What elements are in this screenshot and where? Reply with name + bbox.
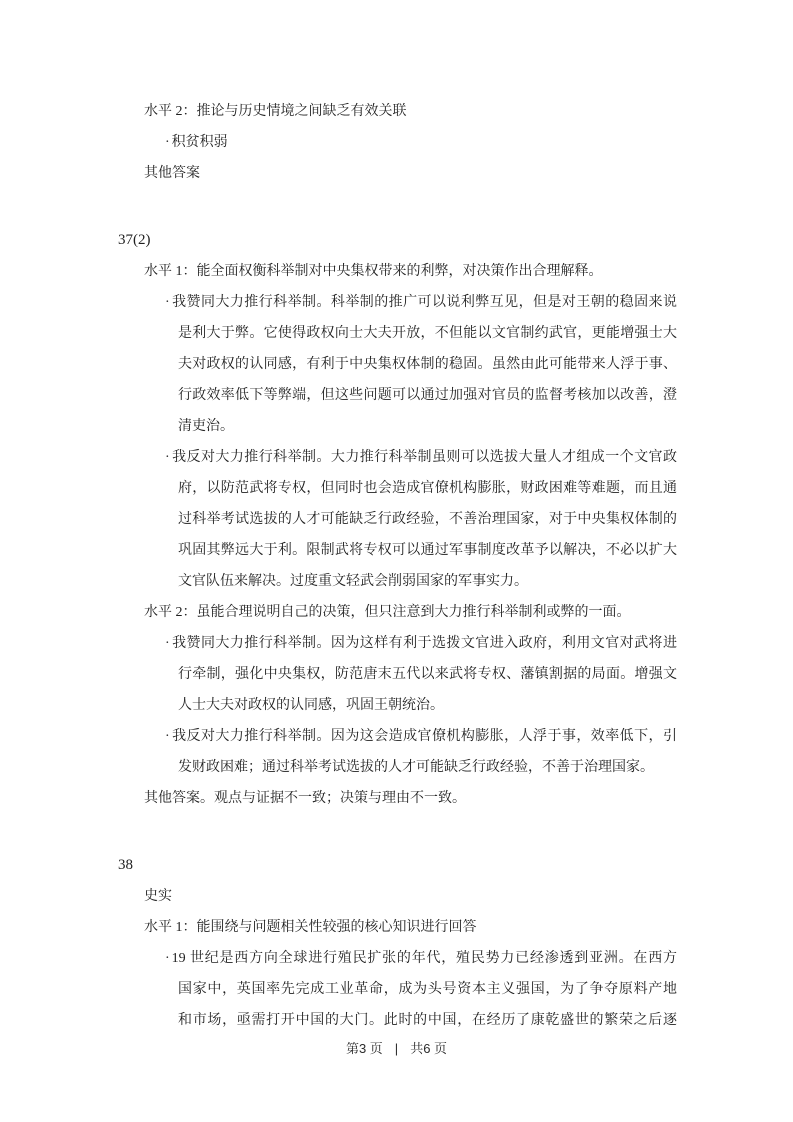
- section-heading: [118, 225, 677, 256]
- text-line: 水平 1：能全面权衡科举制对中央集权带来的利弊，对决策作出合理解释。: [144, 264, 603, 279]
- text-line: 我赞同大力推行科举制。科举制的推广可以说利弊互见，但是对王朝的稳固来说: [171, 295, 677, 310]
- section-number: 37(2): [118, 232, 151, 248]
- text-line: 我反对大力推行科举制。因为这会造成官僚机构膨胀，人浮于事，效率低下，引: [171, 729, 677, 744]
- section-number: 38: [118, 857, 133, 873]
- footer-separator: |: [394, 1041, 399, 1056]
- section-heading: [118, 850, 677, 881]
- text-line: 府，以防范武将专权，但同时也会造成官僚机构膨胀，财政困难等难题，而且通: [178, 481, 677, 496]
- bullet-paragraph: [118, 442, 677, 597]
- text-line: 水平 1：能围绕与问题相关性较强的核心知识进行回答: [144, 920, 477, 935]
- text-line: 水平 2：推论与历史情境之间缺乏有效关联: [144, 104, 407, 119]
- text-line: 行牵制，强化中央集权，防范唐末五代以来武将专权、藩镇割据的局面。增强文: [178, 667, 677, 682]
- text-line: 夫对政权的认同感，有利于中央集权体制的稳固。虽然由此可能带来人浮于事、: [178, 357, 677, 372]
- text-line: 是利大于弊。它使得政权向士大夫开放，不但能以文官制约武官，更能增强士大: [178, 326, 677, 341]
- text-line: 19 世纪是西方向全球进行殖民扩张的年代，殖民势力已经渗透到亚洲。在西方: [171, 951, 677, 966]
- bullet-paragraph: [118, 943, 677, 1036]
- bullet-marker-icon: ·: [165, 636, 170, 651]
- criteria-paragraph: [144, 256, 677, 287]
- criteria-paragraph: [144, 158, 677, 189]
- text-line: 和市场，亟需打开中国的大门。此时的中国，在经历了康乾盛世的繁荣之后逐: [178, 1013, 677, 1028]
- bullet-line: [165, 442, 677, 473]
- bullet-paragraph: [118, 628, 677, 721]
- bullet-line: [165, 721, 677, 752]
- bullet-marker-icon: ·: [165, 135, 170, 150]
- text-line: 行政效率低下等弊端，但这些问题可以通过加强对官员的监督考核加以改善，澄: [178, 388, 677, 403]
- page-total: 共6 页: [410, 1041, 448, 1056]
- criteria-paragraph: [144, 597, 677, 628]
- bullet-line: [165, 628, 677, 659]
- criteria-paragraph: [144, 912, 677, 943]
- text-line: 积贫积弱: [171, 135, 228, 150]
- document-body: [118, 96, 677, 1036]
- text-line: 水平 2：虽能合理说明自己的决策，但只注意到大力推行科举制利或弊的一面。: [144, 605, 631, 620]
- bullet-line: [165, 943, 677, 974]
- text-line: 人士大夫对政权的认同感，巩固王朝统治。: [178, 698, 444, 713]
- bullet-paragraph: [118, 287, 677, 442]
- text-line: 文官队伍来解决。过度重文轻武会削弱国家的军事实力。: [178, 574, 528, 589]
- bullet-marker-icon: ·: [165, 951, 170, 966]
- text-line: 国家中，英国率先完成工业革命，成为头号资本主义强国，为了争夺原料产地: [178, 982, 677, 997]
- bullet-marker-icon: ·: [165, 295, 170, 310]
- text-line: 其他答案: [144, 166, 200, 181]
- text-line: 巩固其弊远大于利。限制武将专权可以通过军事制度改革予以解决，不必以扩大: [178, 543, 677, 558]
- page-number: 第3 页: [345, 1041, 383, 1056]
- text-line: 其他答案。观点与证据不一致；决策与理由不一致。: [144, 791, 466, 806]
- bullet-line: [165, 127, 677, 158]
- text-line: 清吏治。: [178, 419, 234, 434]
- bullet-paragraph: [118, 721, 677, 783]
- criteria-paragraph: [144, 96, 677, 127]
- bullet-marker-icon: ·: [165, 729, 170, 744]
- criteria-paragraph: [144, 783, 677, 814]
- text-line: 史实: [144, 889, 172, 904]
- text-line: 我赞同大力推行科举制。因为这样有利于选拨文官进入政府，利用文官对武将进: [171, 636, 677, 651]
- bullet-line: [165, 287, 677, 318]
- text-line: 我反对大力推行科举制。大力推行科举制虽则可以选拔大量人才组成一个文官政: [171, 450, 677, 465]
- bullet-marker-icon: ·: [165, 450, 170, 465]
- text-line: 过科举考试选拔的人才可能缺乏行政经验，不善治理国家，对于中央集权体制的: [178, 512, 677, 527]
- bullet-paragraph: [118, 127, 677, 158]
- criteria-paragraph: [144, 881, 677, 912]
- page-footer: [0, 1038, 793, 1057]
- text-line: 发财政困难；通过科举考试选拔的人才可能缺乏行政经验，不善于治理国家。: [178, 760, 654, 775]
